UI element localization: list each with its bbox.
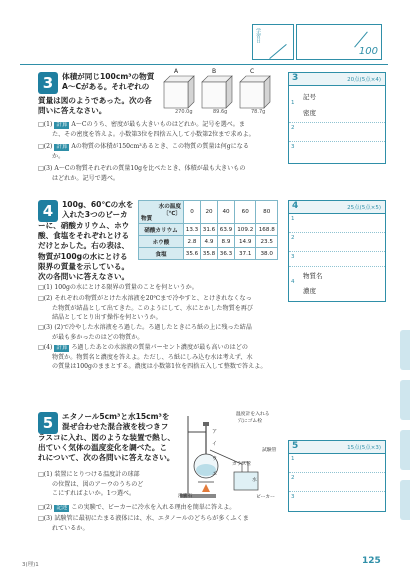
header-score-box	[296, 24, 382, 60]
sub-question-3: □(3) A～Cの物質それぞれの質量10gを比べたとき、体積が最も大きいもの はどれか。記号で選べ。	[38, 165, 246, 182]
fig-label: エ	[212, 471, 218, 477]
answer-row[interactable]: 1 記号 密度	[289, 86, 385, 123]
sub-question-3: □(3) 試験管に最初にたまる液体には、水、エタノールのどちらが多くふくま れているか。	[38, 515, 249, 532]
solubility-table: 水の温度 〔℃〕 物質 0 20 40 60 80 硝酸カリウム 13.3 31.6 63.9 109.2 168.8 ホウ酸 2.8 4.9 8.9 14.9 23.5 食塩 35.6 35.8 36.3 37.1 38.0	[138, 200, 278, 260]
side-tab	[400, 430, 410, 470]
side-tab	[400, 380, 410, 420]
page-number: 125	[362, 556, 381, 566]
header-date-label: 学習日	[255, 28, 261, 43]
fig-label: ア	[212, 429, 218, 435]
answer-row[interactable]: 2	[289, 473, 385, 492]
answer-row[interactable]: 2	[289, 123, 385, 142]
answer-row[interactable]: 3	[291, 494, 295, 500]
cube-label: A	[174, 68, 179, 75]
fig-label: ビーカー	[256, 495, 275, 500]
cube-a	[164, 76, 194, 108]
answer-row[interactable]: 4 物質名 濃度	[291, 272, 323, 295]
answer-row[interactable]: 3	[289, 252, 385, 267]
cube-mass: 270.0g	[175, 109, 193, 115]
question-text: エタノール5cm³と水15cm³を 混ぜ合わせた混合液を枝つきフ	[62, 412, 170, 432]
question-number: 4	[38, 200, 58, 222]
cube-mass: 78.7g	[251, 109, 266, 115]
table-row: 食塩 35.6 35.8 36.3 37.1 38.0	[139, 248, 278, 260]
table-row: 硝酸カリウム 13.3 31.6 63.9 109.2 168.8	[139, 224, 278, 236]
question-text: 質量は図のようであった。次の各 問いに答えなさい。	[38, 96, 152, 116]
answer-box-3: 3 20点(5点×4) 1 記号 密度 2 3	[288, 72, 386, 164]
fig-label: 試験管	[262, 448, 277, 453]
answer-box-5: 5 15点(5点×3) 1 2 3	[288, 440, 386, 512]
cube-label: C	[250, 68, 255, 75]
question-number: 3	[38, 72, 58, 94]
answer-row[interactable]: 1	[289, 214, 385, 233]
question-text: ーに、硝酸カリウム、ホウ 酸、食塩をそれぞれとける だけとかした。右の表は、 物質が100gの水にとける 限界の質量を示している。 次の各問いに答えなさい。	[38, 221, 130, 282]
sub-question-4: □(4) 計算 ろ過したあとの水溶液の質量パーセント濃度が最も高いのはどの 物質か。物質名と濃度を答えよ。ただし、ろ紙にしみ込む水は考えず、水 の質量は100gのままとする。濃度は小数第1位を四捨五入して整数で答えよ。	[38, 344, 267, 371]
table-row: ホウ酸 2.8 4.9 8.9 14.9 23.5	[139, 236, 278, 248]
sub-question-1: □(1) 100gの水にとける限界の質量のことを何というか。	[38, 284, 198, 291]
side-tab	[400, 480, 410, 520]
sub-question-2: □(2) 記述 この実験で、ビーカーに冷水を入れる理由を簡単に答えよ。	[38, 504, 236, 511]
question-text: 100g、60℃の水を 入れた3つのビーカ	[62, 200, 134, 220]
fig-note: 穴にゴム栓	[238, 419, 262, 424]
answer-row[interactable]: 3	[291, 144, 295, 150]
fig-label: ガラス管	[232, 462, 252, 467]
sub-question-1: □(1) 装置にとりつける温度計の球部 の位置は、図のア～ウのうちのど こにすればよいか。1つ選べ。	[38, 471, 144, 498]
sub-question-2: □(2) 計算 Aの物質の体積が150cm³あるとき、この物質の質量は何gになる か。	[38, 143, 249, 160]
question-text: ラスコに入れ、図のような装置で熱し、 出ていく気体の温度変化を調べた。こ れについて、次の各問いに答えなさい。	[38, 433, 175, 463]
cube-b	[202, 76, 232, 108]
fig-label: イ	[212, 441, 218, 447]
header-date-line	[269, 44, 286, 59]
fig-note: 温度計を入れる	[236, 412, 270, 417]
distillation-figure	[176, 410, 284, 502]
side-tab	[400, 330, 410, 370]
sub-question-1: □(1) 計算 A～Cのうち、密度が最も大きいものはどれか。記号を選べ。ま た、その密度を答えよ。小数第3位を四捨五入して小数第2位まで求めよ。	[38, 121, 255, 138]
cube-mass: 89.6g	[213, 109, 228, 115]
cube-c	[240, 76, 270, 108]
question-number: 5	[38, 412, 58, 434]
header-rule	[20, 64, 388, 65]
sub-question-3: □(3) (2)で冷やした水溶液をろ過した。ろ過したときにろ紙の上に残った結晶 が最も多かったのはどの物質か。	[38, 324, 252, 341]
answer-row[interactable]: 2	[289, 233, 385, 252]
header-date-box	[252, 24, 294, 60]
fig-label: 沸騰石	[178, 494, 193, 499]
sub-question-2: □(2) それぞれの物質がとけた水溶液を20℃まで冷やすと、とけきれなくなっ た物質が結晶として出てきた。このようにして、水にとかした物質を再び 結晶としてとり出す操作を何というか。	[38, 295, 253, 322]
footer-code: 3(理)1	[22, 562, 39, 568]
answer-row[interactable]: 1	[289, 454, 385, 473]
score-total: 100	[358, 46, 378, 57]
fig-label: 水	[252, 478, 257, 483]
question-text: 体積が同じ100cm³の物質 A～Cがある。それぞれの	[62, 72, 155, 92]
cube-label: B	[212, 68, 217, 75]
fig-label: ウ	[212, 456, 218, 462]
answer-box-4: 4 25点(5点×5) 1 2 3 4 物質名 濃度	[288, 200, 386, 302]
